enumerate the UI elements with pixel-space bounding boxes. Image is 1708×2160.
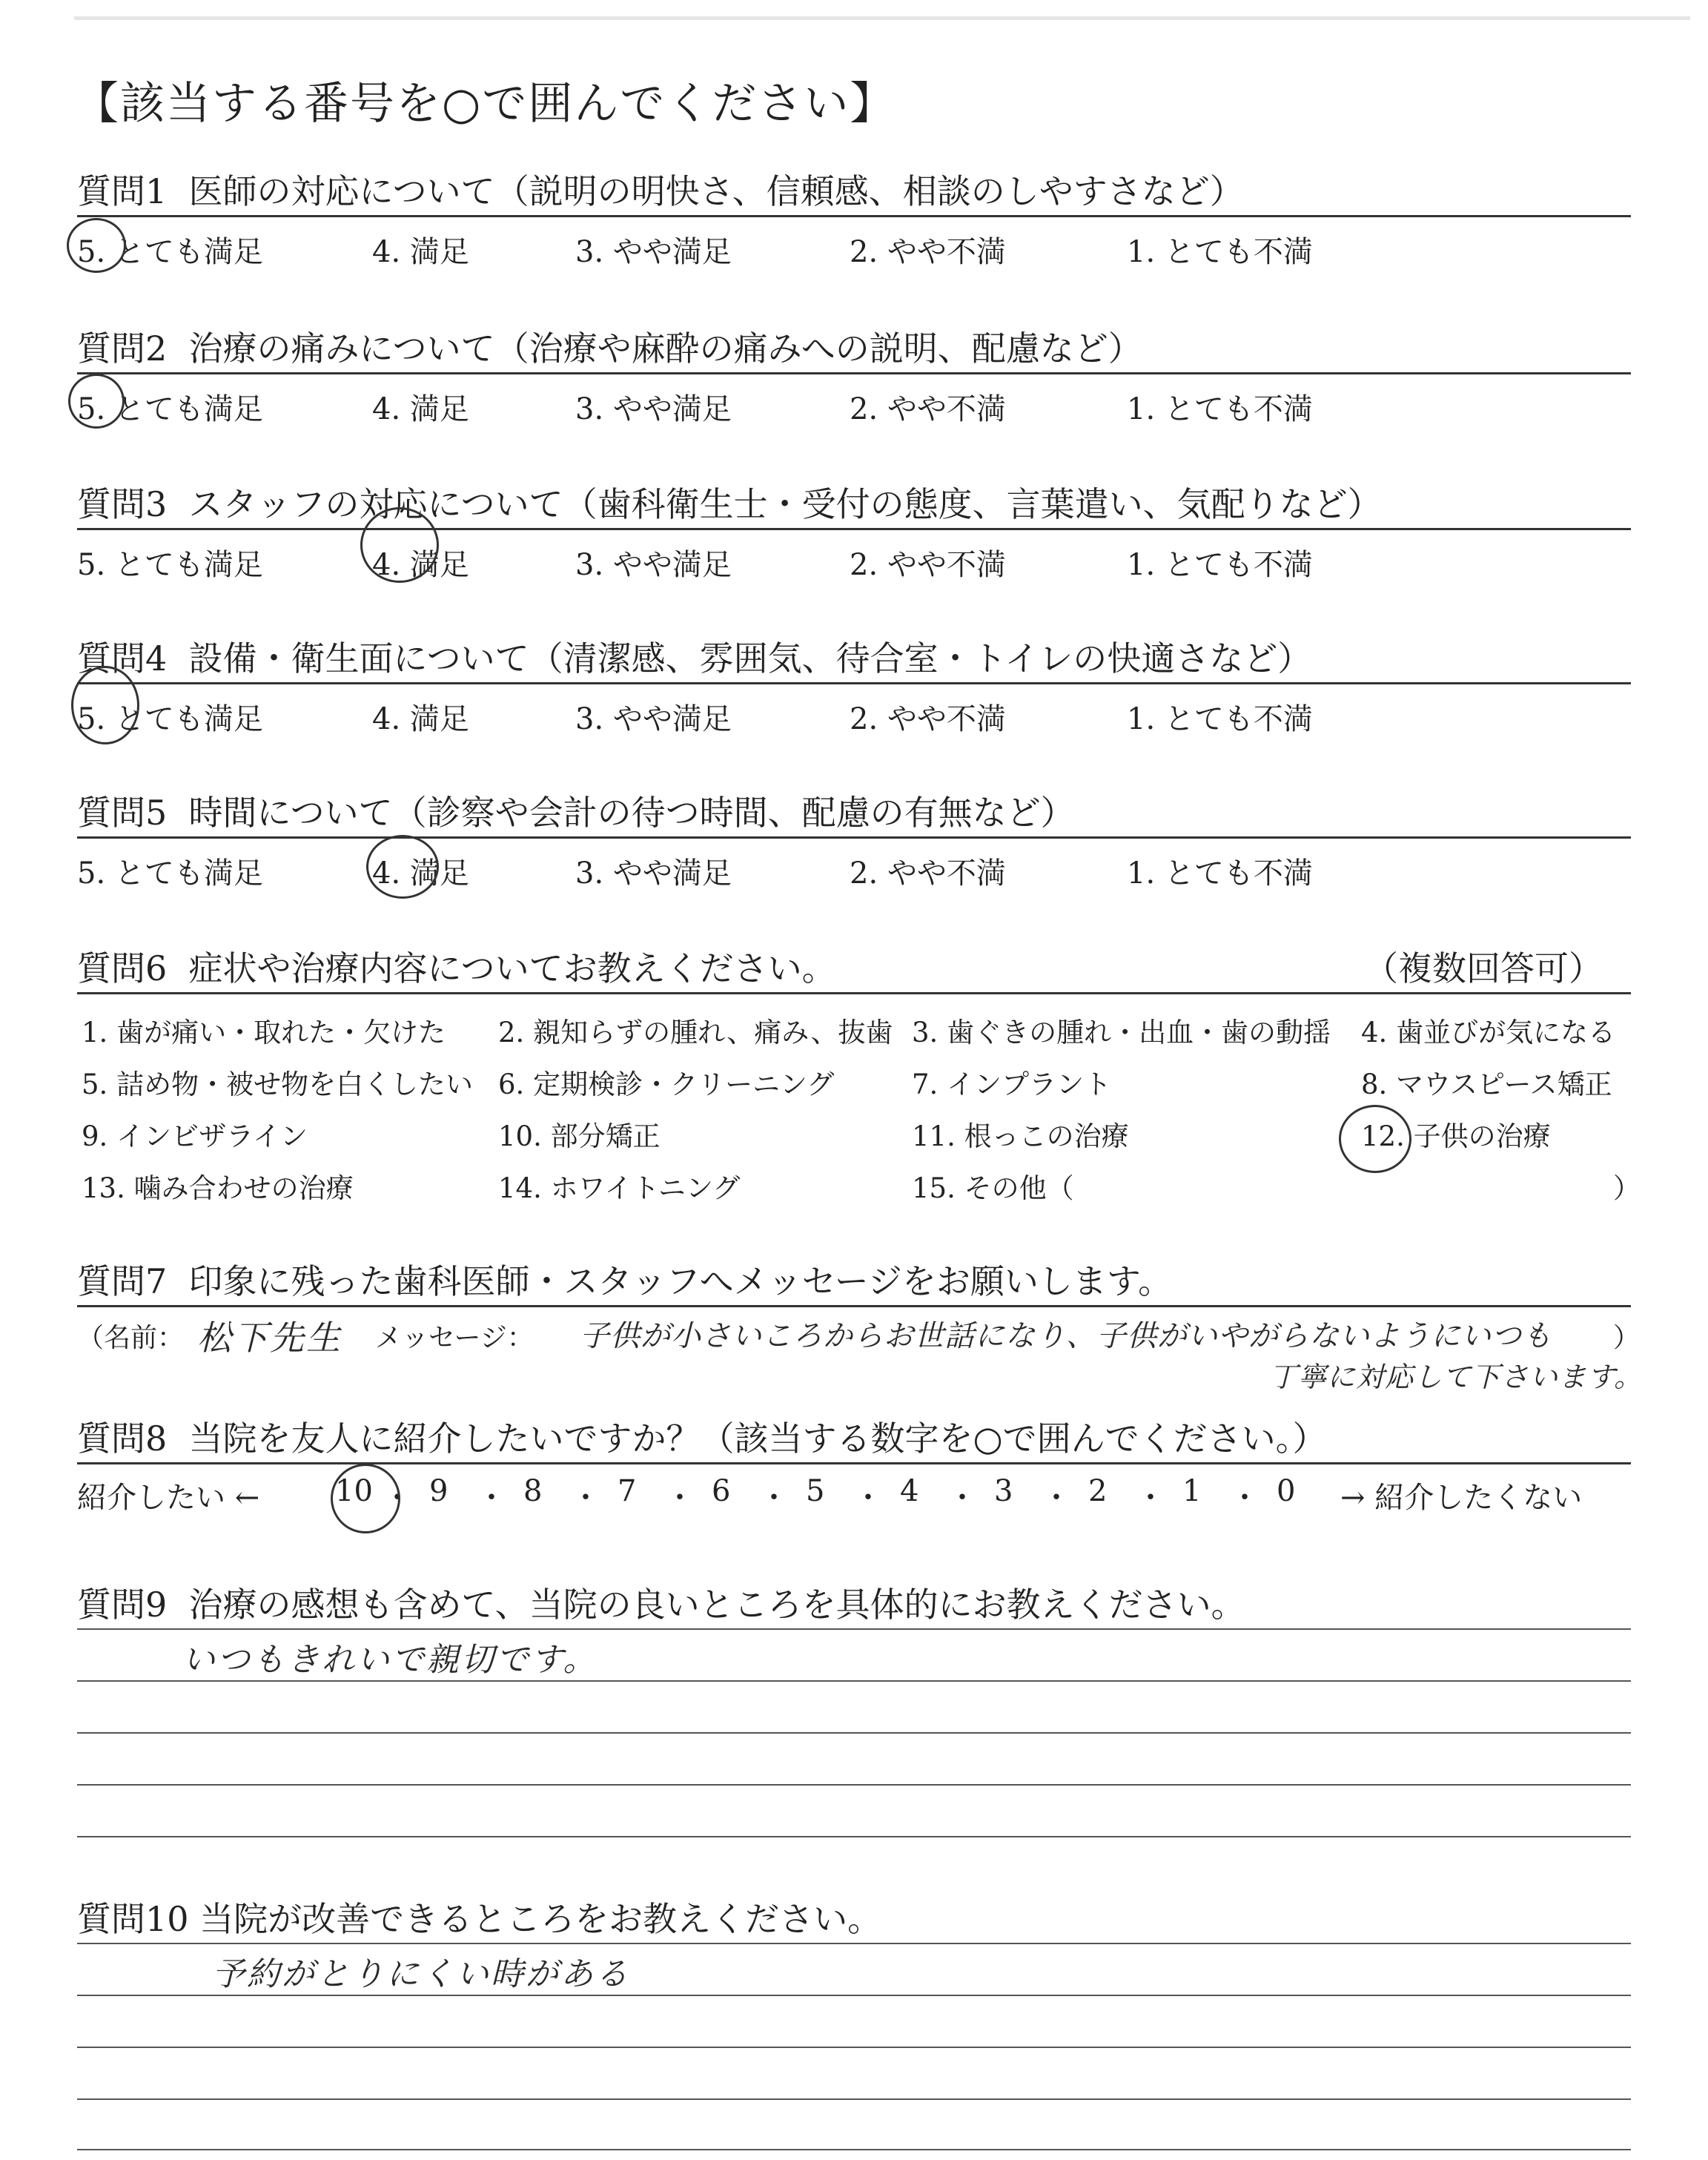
q4-option-5[interactable]: 5. とても満足 xyxy=(77,702,263,736)
question-label: 質問10 xyxy=(77,1899,189,1939)
scale-value-10[interactable]: 10 xyxy=(335,1474,373,1508)
q4-option-3[interactable]: 3. やや満足 xyxy=(575,702,732,736)
q5-option-5[interactable]: 5. とても満足 xyxy=(77,856,263,891)
message-close-paren: ） xyxy=(1613,1323,1641,1353)
question-text: 治療の感想も含めて、当院の良いところを具体的にお教えください。 xyxy=(188,1585,1245,1625)
q3-option-5[interactable]: 5. とても満足 xyxy=(77,548,263,582)
scale-separator: ・ xyxy=(477,1481,506,1515)
scale-value-2[interactable]: 2 xyxy=(1088,1474,1108,1508)
divider xyxy=(77,682,1631,684)
scale-separator: ・ xyxy=(571,1481,600,1515)
scale-value-9[interactable]: 9 xyxy=(429,1474,448,1508)
question-7-title xyxy=(77,1255,1172,1304)
q1-option-2[interactable]: 2. やや不満 xyxy=(850,235,1006,269)
scale-separator: ・ xyxy=(1136,1481,1165,1515)
scale-separator: ・ xyxy=(1230,1481,1260,1515)
q3-option-3[interactable]: 3. やや満足 xyxy=(575,548,732,582)
q6-item-9[interactable]: 9. インビザライン xyxy=(82,1120,308,1152)
question-text: 時間について（診察や会計の待つ時間、配慮の有無など） xyxy=(188,793,1075,833)
q2-option-5[interactable]: 5. とても満足 xyxy=(77,392,263,426)
multiple-answer-note: （複数回答可） xyxy=(1364,948,1603,988)
scale-separator: ・ xyxy=(383,1481,412,1515)
question-label: 質問5 xyxy=(77,793,168,833)
question-text: 当院が改善できるところをお教えください。 xyxy=(199,1899,882,1939)
scale-value-5[interactable]: 5 xyxy=(806,1474,825,1508)
q6-item-2[interactable]: 2. 親知らずの腫れ、痛み、抜歯 xyxy=(498,1017,893,1048)
answer-line xyxy=(77,1628,1631,1630)
answer-line xyxy=(77,1732,1631,1734)
q6-item-11[interactable]: 11. 根っこの治療 xyxy=(912,1120,1129,1152)
scale-value-8[interactable]: 8 xyxy=(523,1474,543,1508)
recommend-left-label: 紹介したい ← xyxy=(77,1481,260,1515)
handwritten-name: 松下先生 xyxy=(197,1318,342,1358)
selection-circle xyxy=(67,218,126,273)
answer-line xyxy=(77,2149,1631,2150)
scale-value-3[interactable]: 3 xyxy=(994,1474,1013,1508)
scale-separator: ・ xyxy=(665,1481,695,1515)
question-label: 質問1 xyxy=(77,171,168,211)
q6-item-6[interactable]: 6. 定期検診・クリーニング xyxy=(498,1069,835,1100)
question-label: 質問7 xyxy=(77,1261,168,1301)
message-label: メッセージ： xyxy=(375,1323,534,1353)
answer-line xyxy=(77,1995,1631,1996)
q6-item-5[interactable]: 5. 詰め物・被せ物を白くしたい xyxy=(82,1069,474,1100)
question-text: 当院を友人に紹介したいですか？（該当する数字を○で囲んでください。） xyxy=(188,1418,1327,1459)
selection-circle xyxy=(331,1464,400,1533)
scale-separator: ・ xyxy=(759,1481,789,1515)
q1-option-1[interactable]: 1. とても不満 xyxy=(1127,235,1313,269)
q6-item-13[interactable]: 13. 噛み合わせの治療 xyxy=(82,1172,354,1204)
question-text: スタッフの対応について（歯科衛生士・受付の態度、言葉遣い、気配りなど） xyxy=(188,484,1382,524)
answer-line xyxy=(77,1943,1631,1944)
q2-option-4[interactable]: 4. 満足 xyxy=(372,392,469,426)
selection-circle xyxy=(366,835,439,899)
question-5-title xyxy=(77,786,1075,835)
q6-item-3[interactable]: 3. 歯ぐきの腫れ・出血・歯の動揺 xyxy=(912,1017,1331,1048)
divider xyxy=(77,1305,1631,1307)
question-label: 質問3 xyxy=(77,484,168,524)
scale-value-0[interactable]: 0 xyxy=(1277,1474,1296,1508)
answer-line xyxy=(77,2047,1631,2048)
scale-value-1[interactable]: 1 xyxy=(1182,1474,1202,1508)
scale-separator: ・ xyxy=(1042,1481,1071,1515)
q6-item-10[interactable]: 10. 部分矯正 xyxy=(498,1120,661,1152)
q4-option-2[interactable]: 2. やや不満 xyxy=(850,702,1006,736)
answer-line xyxy=(77,1784,1631,1786)
question-6-title xyxy=(77,942,836,991)
answer-line xyxy=(77,1836,1631,1837)
divider xyxy=(77,1462,1631,1464)
question-label: 質問9 xyxy=(77,1585,168,1625)
q2-option-3[interactable]: 3. やや満足 xyxy=(575,392,732,426)
question-label: 質問6 xyxy=(77,948,168,988)
scan-edge xyxy=(74,16,1690,20)
recommend-right-label: → 紹介したくない xyxy=(1340,1481,1583,1515)
question-text: 印象に残った歯科医師・スタッフへメッセージをお願いします。 xyxy=(188,1261,1173,1301)
question-10-title xyxy=(77,1892,881,1941)
q3-option-4[interactable]: 4. 満足 xyxy=(372,548,469,582)
answer-line xyxy=(77,1680,1631,1682)
page-title: 【該当する番号を○で囲んでください】 xyxy=(74,78,896,130)
question-label: 質問4 xyxy=(77,638,168,678)
q3-option-1[interactable]: 1. とても不満 xyxy=(1127,548,1313,582)
scale-value-4[interactable]: 4 xyxy=(900,1474,919,1508)
question-label: 質問2 xyxy=(77,328,168,369)
divider xyxy=(77,215,1631,217)
q6-item-8[interactable]: 8. マウスピース矯正 xyxy=(1361,1069,1612,1100)
q6-item-1[interactable]: 1. 歯が痛い・取れた・欠けた xyxy=(82,1017,446,1048)
name-label: （名前： xyxy=(77,1323,185,1353)
handwritten-message-line-2: 丁寧に対応して下さいます。 xyxy=(1269,1361,1643,1393)
q1-option-5[interactable]: 5. とても満足 xyxy=(77,235,263,269)
q1-option-3[interactable]: 3. やや満足 xyxy=(575,235,732,269)
q6-item-4[interactable]: 4. 歯並びが気になる xyxy=(1361,1017,1616,1048)
divider xyxy=(77,372,1631,374)
selection-circle xyxy=(68,374,125,429)
question-2-title xyxy=(77,322,1142,371)
scale-separator: ・ xyxy=(947,1481,977,1515)
q6-item-12[interactable]: 12. 子供の治療 xyxy=(1361,1120,1551,1152)
q6-item-14[interactable]: 14. ホワイトニング xyxy=(498,1172,741,1204)
q5-option-2[interactable]: 2. やや不満 xyxy=(850,856,1006,891)
q4-option-4[interactable]: 4. 満足 xyxy=(372,702,469,736)
divider xyxy=(77,992,1631,994)
q1-option-4[interactable]: 4. 満足 xyxy=(372,235,469,269)
scale-value-7[interactable]: 7 xyxy=(618,1474,637,1508)
question-text: 症状や治療内容についてお教えください。 xyxy=(188,948,836,988)
q5-option-1[interactable]: 1. とても不満 xyxy=(1127,856,1313,891)
divider xyxy=(77,528,1631,530)
q6-item-15[interactable]: 15. その他（ xyxy=(912,1172,1074,1204)
selection-circle xyxy=(360,507,439,583)
question-8-title xyxy=(77,1412,1327,1461)
scale-separator: ・ xyxy=(853,1481,883,1515)
selection-circle xyxy=(1339,1105,1411,1173)
handwritten-answer-q10: 予約がとりにくい時がある xyxy=(212,1955,630,1993)
question-4-title xyxy=(77,632,1311,681)
scale-value-6[interactable]: 6 xyxy=(712,1474,731,1508)
question-text: 設備・衛生面について（清潔感、雰囲気、待合室・トイレの快適さなど） xyxy=(188,638,1312,678)
q6-other-close-paren: ） xyxy=(1613,1172,1641,1204)
q4-option-1[interactable]: 1. とても不満 xyxy=(1127,702,1313,736)
q3-option-2[interactable]: 2. やや不満 xyxy=(850,548,1006,582)
handwritten-message-line-1: 子供が小さいころからお世話になり、子供がいやがらないようにいつも xyxy=(580,1319,1552,1353)
q6-item-7[interactable]: 7. インプラント xyxy=(912,1069,1112,1100)
question-text: 医師の対応について（説明の明快さ、信頼感、相談のしやすさなど） xyxy=(188,171,1244,211)
handwritten-answer-q9: いつもきれいで親切です。 xyxy=(182,1641,598,1679)
selection-circle xyxy=(71,666,139,744)
question-1-title xyxy=(77,165,1244,214)
answer-line xyxy=(77,2098,1631,2100)
question-label: 質問8 xyxy=(77,1418,168,1459)
q5-option-3[interactable]: 3. やや満足 xyxy=(575,856,732,891)
question-text: 治療の痛みについて（治療や麻酔の痛みへの説明、配慮など） xyxy=(188,328,1142,369)
q5-option-4[interactable]: 4. 満足 xyxy=(372,856,469,891)
q2-option-2[interactable]: 2. やや不満 xyxy=(850,392,1006,426)
divider xyxy=(77,836,1631,839)
question-9-title xyxy=(77,1578,1245,1627)
q2-option-1[interactable]: 1. とても不満 xyxy=(1127,392,1313,426)
question-3-title xyxy=(77,478,1382,526)
